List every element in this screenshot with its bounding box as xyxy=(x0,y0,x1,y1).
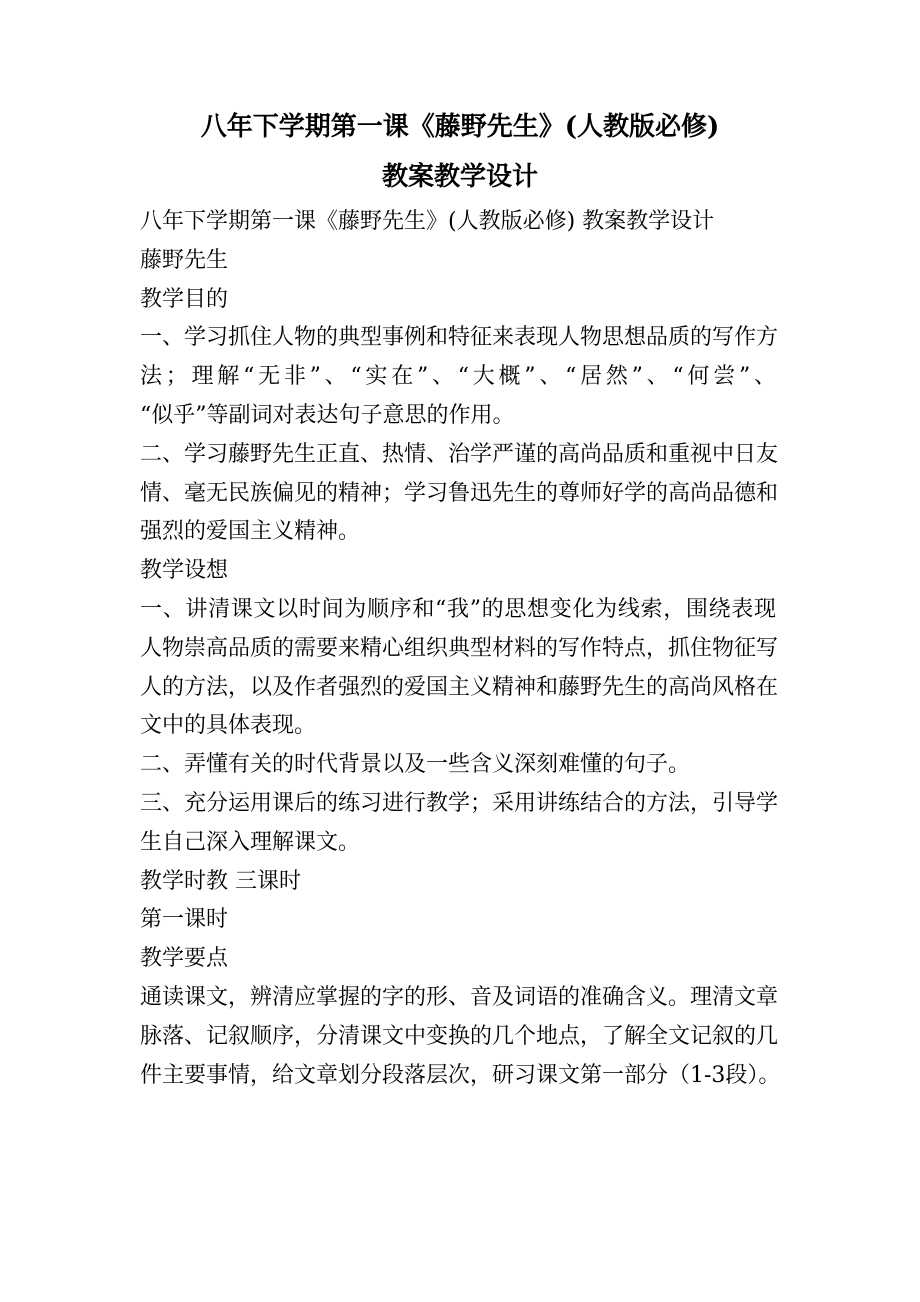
section-heading: 教学设想 xyxy=(140,558,229,584)
document-subtitle: 教案教学设计 xyxy=(381,162,538,192)
paragraph-line: 一、讲清课文以时间为顺序和“我”的思想变化为线索，围绕表现 xyxy=(140,596,776,622)
paragraph-line: 通读课文，辨清应掌握的字的形、音及词语的准确含义。理清文章 xyxy=(140,984,779,1010)
paragraph-line: 人的方法，以及作者强烈的爱国主义精神和藤野先生的高尚风格在 xyxy=(140,674,779,700)
paragraph-line: 二、学习藤野先生正直、热情、治学严谨的高尚品质和重视中日友 xyxy=(140,441,779,467)
paragraph-line: 八年下学期第一课《藤野先生》(人教版必修) 教案教学设计 xyxy=(140,209,715,234)
paragraph-line: 二、弄懂有关的时代背景以及一些含义深刻难懂的句子。 xyxy=(140,752,691,778)
section-heading: 教学要点 xyxy=(140,946,229,972)
paragraph-line: 情、毫无民族偏见的精神；学习鲁迅先生的尊师好学的高尚品德和 xyxy=(140,480,779,506)
paragraph-line: 一、学习抓住人物的典型事例和特征来表现人物思想品质的写作方 xyxy=(140,325,779,351)
document-title: 八年下学期第一课《藤野先生》(人教版必修) xyxy=(200,112,720,142)
document-body xyxy=(140,203,781,1095)
paragraph-line: 人物崇高品质的需要来精心组织典型材料的写作特点，抓住物征写 xyxy=(140,635,779,661)
paragraph-line: 强烈的爱国主义精神。 xyxy=(140,519,361,545)
paragraph-line: 藤野先生 xyxy=(140,247,229,273)
section-heading: 第一课时 xyxy=(140,907,229,933)
paragraph-line: 生自己深入理解课文。 xyxy=(140,829,361,855)
paragraph-line: “似乎”等副词对表达句子意思的作用。 xyxy=(140,402,515,428)
paragraph-line: 件主要事情，给文章划分段落层次，研习课文第一部分（1-3段）。 xyxy=(140,1062,781,1088)
paragraph-line: 三、充分运用课后的练习进行教学；采用讲练结合的方法，引导学 xyxy=(140,790,779,816)
paragraph-line: 脉落、记叙顺序，分清课文中变换的几个地点，了解全文记叙的几 xyxy=(140,1023,779,1049)
paragraph-line: 教学时教 三课时 xyxy=(140,868,301,894)
paragraph-line: 文中的具体表现。 xyxy=(140,713,317,739)
paragraph-line: 法；理解“无非”、“实在”、“大概”、“居然”、“何尝”、 xyxy=(140,364,776,390)
section-heading: 教学目的 xyxy=(140,286,229,312)
